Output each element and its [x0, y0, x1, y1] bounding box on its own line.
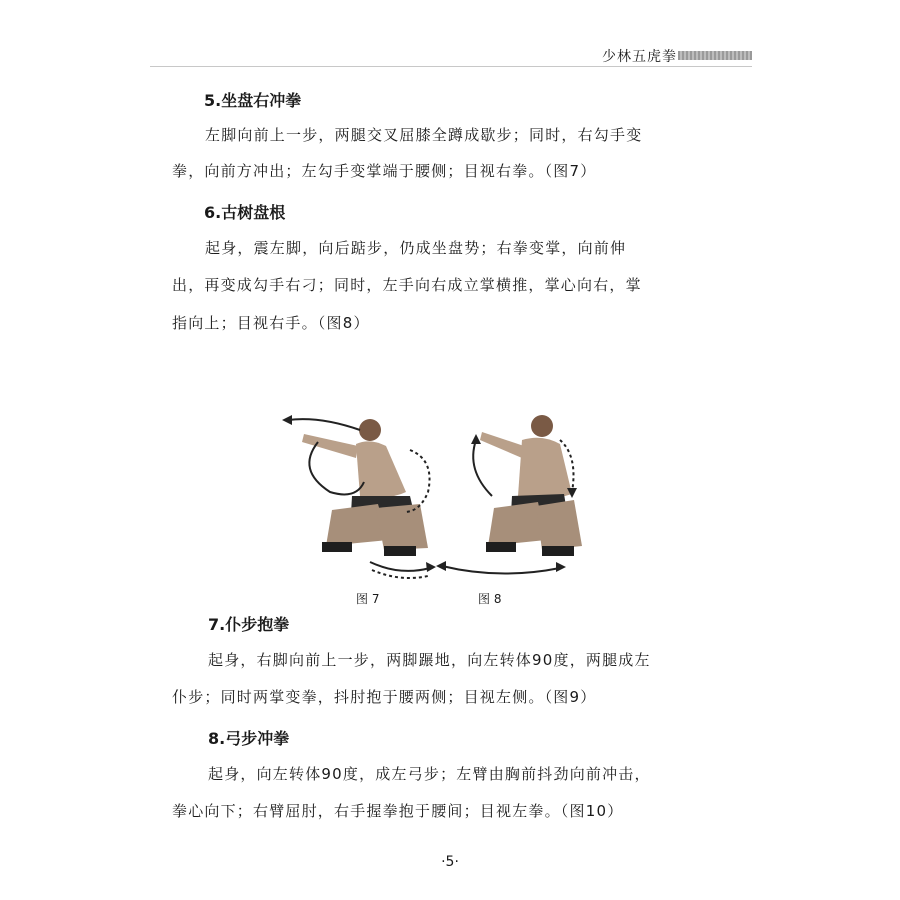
paragraph-line: 拳心向下；右臂屈肘，右手握拳抱于腰间；目视左拳。（图10）	[172, 802, 624, 820]
paragraph-line: 指向上；目视右手。（图8）	[172, 314, 370, 332]
page-number: ·5·	[441, 854, 459, 870]
header-rule	[150, 66, 752, 67]
martial-arts-figures-illustration	[260, 400, 680, 600]
paragraph-line: 拳，向前方冲出；左勾手变掌端于腰侧；目视右拳。（图7）	[172, 162, 597, 180]
figure-8-caption: 图 8	[478, 592, 502, 606]
paragraph-line: 出，再变成勾手右刁；同时，左手向右成立掌横推，掌心向右，掌	[172, 276, 642, 294]
header-decorative-bar	[678, 51, 752, 60]
section-title-5: 5.坐盘右冲拳	[204, 91, 302, 110]
header-book-title: 少林五虎拳	[602, 49, 677, 65]
paragraph-line: 左脚向前上一步，两腿交叉屈膝全蹲成歇步；同时，右勾手变	[205, 126, 643, 144]
paragraph-line: 仆步；同时两掌变拳，抖肘抱于腰两侧；目视左侧。（图9）	[172, 688, 597, 706]
figures-7-8	[260, 400, 680, 600]
paragraph-line: 起身，向左转体90度，成左弓步；左臂由胸前抖劲向前冲击，	[208, 765, 651, 783]
figure-8-person	[480, 415, 582, 556]
paragraph-line: 起身，右脚向前上一步，两脚蹍地，向左转体90度，两腿成左	[208, 651, 651, 669]
section-title-7: 7.仆步抱拳	[208, 615, 290, 634]
paragraph-line: 起身，震左脚，向后踮步，仍成坐盘势；右拳变掌，向前伸	[205, 239, 627, 257]
section-title-6: 6.古树盘根	[204, 203, 286, 222]
figure-7-caption: 图 7	[356, 592, 380, 606]
section-title-8: 8.弓步冲拳	[208, 729, 290, 748]
figure-7-person	[302, 419, 428, 556]
